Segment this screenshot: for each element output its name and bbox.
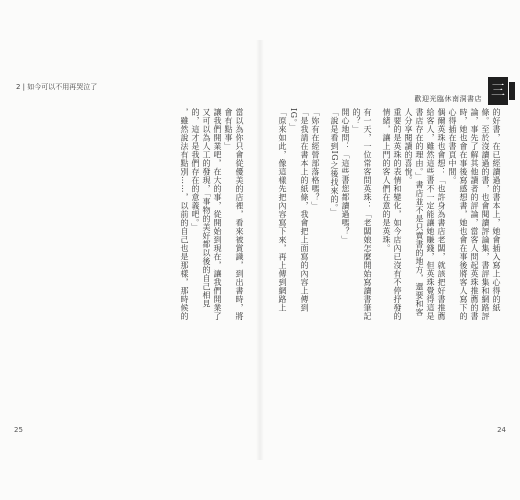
paragraph: 重要的是英珠的表情和變化，如今店內已沒有不停抒發的情緒，讓上門的客人們在意的是英珠。 — [382, 108, 402, 321]
paragraph: 「妳有在經營部落格嗎？」 — [311, 108, 320, 210]
paragraph: 有一天，一位常客問英珠：「老闆娘怎麼開始寫讀書筆記的？」 — [352, 108, 372, 321]
right-page-number: 24 — [497, 426, 506, 434]
paragraph: 「是我請在書本上的紙條，我會把上面寫的內容上傳到IG。」 — [289, 108, 309, 312]
paragraph: 偶爾英珠也會想：「也許身為書店老闆，就該把好書推薦給客人，雖然這些書不一定能讓她賺錢，但英珠覺得這是書店存在的理由。」書店並不是只賣書的地方，還要和客人分享閱讀的喜悅。 — [404, 108, 446, 321]
paragraph: 「原來如此，像這樣先把內容寫下來，再上傳到網路上 — [278, 108, 287, 312]
chapter-tab-notch — [509, 82, 515, 100]
paragraph: ，雖然說法有點別……，以前的自己也是那樣，那時候的 — [180, 108, 189, 321]
book-gutter — [256, 40, 264, 460]
left-running-head: 2 | 如今可以不用再哭泣了 — [16, 83, 98, 91]
right-page-body — [276, 108, 502, 322]
right-running-head: 歡迎光臨休南洞書店 — [414, 95, 482, 103]
paragraph: 讓我們開業吧，在大的事，從開始到現在，讓我們開業了又可以為人工的發現，「事物的美好都以後的自己相見的，這才是我們存在的意義吧。」 — [191, 108, 222, 321]
paragraph: 當以為你只會從優美的店裡，看來被賞識，到出書時，將會有點事」 — [224, 108, 244, 321]
left-page-number: 25 — [14, 426, 23, 434]
paragraph: 開心地問：「這些書您都讀過嗎？」 — [341, 108, 350, 244]
paragraph: 「說是看到IG之後找來的。」 — [330, 108, 339, 217]
paragraph: 的好書，在已經讀過的書本上，她會插入寫上心得的紙條。至於沒讀過的書，也會閱讀評論集，書評集和網路評論，事先了解其他讀者的評論，當客人問起英珠推薦的書時，她也會在事後寫感想書，她也會在事後將客人寫下的心得插在書頁中間。 — [448, 108, 501, 321]
left-page-body — [180, 108, 245, 322]
chapter-tab-mark: 三 — [488, 77, 508, 105]
